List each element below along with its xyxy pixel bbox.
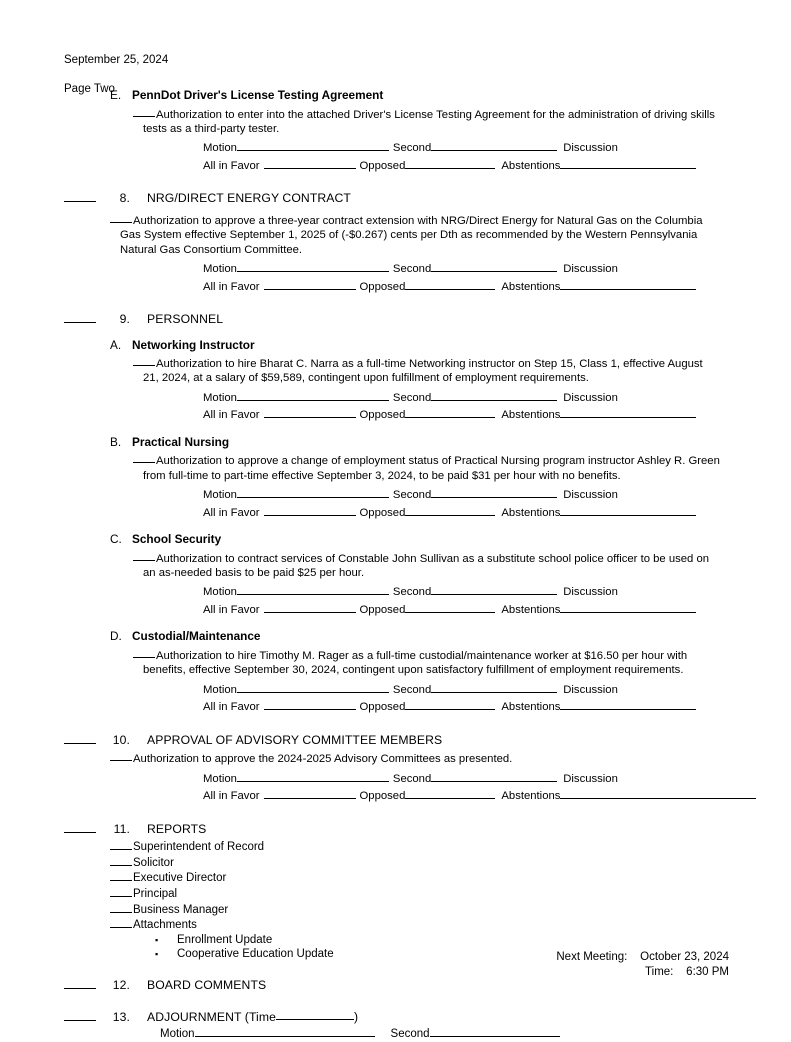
item-9b-auth-text: Authorization to approve a change of employment status of Practical Nursing program instructor Ashley R. Green from full-time to part-time effective September 3, 2024, to be paid $31 per hour with no benefits. (143, 455, 720, 482)
item-9a-auth-text: Authorization to hire Bharat C. Narra as a full-time Networking instructor on Step 15, Class 1, effective August 21, 2024, at a salary of $59,589, contingent upon fulfillment of employment requirements. (143, 358, 703, 385)
vote-row (203, 157, 791, 175)
motion-input[interactable] (195, 1025, 375, 1037)
vote-row (203, 601, 791, 619)
second-input[interactable] (430, 1025, 560, 1037)
agenda-item-10 (0, 732, 791, 805)
abstentions-label: Abstentions (501, 159, 561, 172)
document-footer (556, 950, 729, 980)
second-input[interactable] (431, 260, 557, 272)
item-10-heading (0, 732, 791, 748)
motion-row (203, 389, 791, 407)
all-in-favor-label: All in Favor (203, 506, 260, 519)
opposed-label: Opposed (359, 409, 406, 422)
item-9-checkbox-blank[interactable] (64, 311, 96, 323)
second-label: Second (392, 263, 432, 276)
second-input[interactable] (431, 486, 557, 498)
item-9d-authorization (133, 647, 721, 678)
second-input[interactable] (431, 139, 557, 151)
discussion-label: Discussion (563, 142, 618, 155)
abstentions-input[interactable] (560, 278, 696, 290)
item-e-auth-text: Authorization to enter into the attached Driver's License Testing Agreement for the administration of driving skills tests as a third-party tester. (143, 108, 715, 135)
item-9d-title: Custodial/Maintenance (132, 629, 261, 644)
item-12-number: 12. (112, 977, 130, 992)
list-item (155, 933, 791, 947)
abstentions-input[interactable] (560, 601, 696, 613)
second-input[interactable] (431, 681, 557, 693)
abstentions-input[interactable] (560, 504, 696, 516)
item-9a-signature-blank[interactable] (133, 355, 155, 366)
motion-row (203, 681, 791, 699)
item-9-heading (0, 311, 791, 327)
item-9c-heading (110, 532, 791, 547)
list-item[interactable] (110, 917, 791, 933)
discussion-label: Discussion (563, 683, 618, 696)
item-9a-heading (110, 338, 791, 353)
discussion-label: Discussion (563, 489, 618, 502)
all-in-favor-input[interactable] (264, 157, 356, 169)
opposed-input[interactable] (405, 406, 495, 418)
item-10-number: 10. (112, 732, 130, 747)
motion-row (203, 583, 791, 601)
vote-row (203, 787, 791, 805)
vote-row (203, 406, 791, 424)
opposed-label: Opposed (359, 506, 406, 519)
item-9d-signature-blank[interactable] (133, 647, 155, 658)
item-8-motion-block (203, 260, 791, 295)
opposed-label: Opposed (359, 159, 406, 172)
item-8-authorization (110, 212, 720, 257)
item-9-number: 9. (119, 312, 130, 327)
item-9-title: PERSONNEL (147, 312, 224, 327)
list-item[interactable] (110, 870, 791, 886)
report-label: Principal (133, 887, 178, 900)
abstentions-label: Abstentions (501, 506, 561, 519)
discussion-label: Discussion (563, 772, 618, 785)
opposed-label: Opposed (359, 701, 406, 714)
item-8-title: NRG/DIRECT ENERGY CONTRACT (147, 191, 351, 206)
second-label: Second (392, 489, 432, 502)
square-bullet-icon: ▪ (155, 948, 159, 959)
opposed-input[interactable] (405, 157, 495, 169)
abstentions-input[interactable] (560, 698, 696, 710)
abstentions-input[interactable] (560, 406, 696, 418)
item-9a-letter: A. (110, 337, 122, 352)
adjournment-time-input[interactable] (276, 1008, 354, 1020)
item-e-motion-block (203, 139, 791, 174)
agenda-item-9d (0, 629, 791, 715)
item-8-signature-blank[interactable] (110, 212, 132, 223)
vote-row (203, 504, 791, 522)
item-8-number: 8. (119, 191, 130, 206)
item-13-title-prefix: ADJOURNMENT (Time (147, 1010, 276, 1025)
agenda-item-9b (0, 435, 791, 521)
report-checkbox-blank[interactable] (110, 917, 132, 928)
all-in-favor-label: All in Favor (203, 409, 260, 422)
motion-row (203, 260, 791, 278)
item-9c-auth-text: Authorization to contract services of Constable John Sullivan as a substitute school police officer to be used on an as-needed basis to be paid $25 per hour. (143, 552, 710, 580)
report-label: Executive Director (133, 872, 227, 885)
all-in-favor-input[interactable] (264, 787, 356, 799)
item-9d-motion-block (203, 681, 791, 716)
report-checkbox-blank[interactable] (110, 902, 132, 913)
list-item[interactable] (110, 886, 791, 902)
item-8-auth-text: Authorization to approve a three-year contract extension with NRG/Direct Energy for Natural Gas on the Columbia Gas System effective September 1, 2025 of (-$0.267) cents per Dth as recommended by the Western Pennsylvania Natural Gas Consortium Committee. (120, 214, 703, 256)
item-9b-signature-blank[interactable] (133, 452, 155, 463)
item-10-checkbox-blank[interactable] (64, 732, 96, 744)
discussion-label: Discussion (563, 586, 618, 599)
attachment-label: Cooperative Education Update (177, 947, 334, 960)
item-9b-motion-block (203, 486, 791, 521)
report-label: Attachments (133, 919, 197, 932)
motion-label: Motion (203, 142, 237, 155)
agenda-item-9 (0, 311, 791, 716)
opposed-label: Opposed (359, 603, 406, 616)
item-9d-heading (110, 629, 791, 644)
report-label: Superintendent of Record (133, 841, 265, 854)
item-8-checkbox-blank[interactable] (64, 190, 96, 202)
item-e-title: PennDot Driver's License Testing Agreement (132, 88, 384, 102)
item-8-heading (0, 190, 791, 206)
report-checkbox-blank[interactable] (110, 886, 132, 897)
motion-input[interactable] (237, 583, 389, 595)
second-label: Second (392, 683, 432, 696)
opposed-input[interactable] (405, 278, 495, 290)
motion-label: Motion (203, 772, 237, 785)
item-9b-heading (110, 435, 791, 450)
all-in-favor-label: All in Favor (203, 603, 260, 616)
opposed-input[interactable] (405, 504, 495, 516)
all-in-favor-label: All in Favor (203, 701, 260, 714)
opposed-label: Opposed (359, 790, 406, 803)
abstentions-label: Abstentions (501, 701, 561, 714)
item-9b-letter: B. (110, 434, 122, 449)
motion-input[interactable] (237, 139, 389, 151)
all-in-favor-label: All in Favor (203, 790, 260, 803)
abstentions-input[interactable] (560, 787, 756, 799)
item-e-authorization (133, 106, 721, 137)
second-input[interactable] (431, 770, 557, 782)
next-meeting-label: Next Meeting: (556, 951, 628, 963)
motion-input[interactable] (237, 260, 389, 272)
opposed-label: Opposed (359, 280, 406, 293)
item-e-letter: E. (110, 88, 122, 102)
motion-input[interactable] (237, 681, 389, 693)
item-13-heading (0, 1008, 791, 1025)
header-page-number: Page Two (64, 82, 115, 95)
motion-label: Motion (160, 1027, 195, 1040)
motion-label: Motion (203, 586, 237, 599)
header-date: September 25, 2024 (64, 53, 169, 66)
report-checkbox-blank[interactable] (110, 855, 132, 866)
report-checkbox-blank[interactable] (110, 870, 132, 881)
second-input[interactable] (431, 583, 557, 595)
agenda-item-9a (0, 338, 791, 424)
item-9c-title: School Security (132, 532, 222, 547)
all-in-favor-input[interactable] (264, 406, 356, 418)
discussion-label: Discussion (563, 391, 618, 404)
motion-input[interactable] (237, 770, 389, 782)
item-e-heading (110, 88, 791, 103)
report-checkbox-blank[interactable] (110, 839, 132, 850)
next-meeting-row (556, 950, 729, 965)
agenda-item-e (0, 88, 791, 174)
opposed-input[interactable] (405, 787, 495, 799)
next-meeting-value: October 23, 2024 (640, 951, 729, 963)
meeting-time-label: Time: (645, 966, 674, 978)
item-9c-authorization (133, 550, 721, 581)
meeting-time-row (556, 965, 729, 980)
attachment-label: Enrollment Update (177, 933, 273, 946)
item-13-title (147, 1008, 791, 1025)
discussion-label: Discussion (563, 263, 618, 276)
item-13-checkbox-blank[interactable] (64, 1009, 96, 1021)
motion-input[interactable] (237, 486, 389, 498)
agenda-item-9c (0, 532, 791, 618)
item-9c-motion-block (203, 583, 791, 618)
item-11-title: REPORTS (147, 821, 207, 836)
abstentions-label: Abstentions (501, 790, 561, 803)
all-in-favor-input[interactable] (264, 601, 356, 613)
all-in-favor-label: All in Favor (203, 159, 260, 172)
all-in-favor-label: All in Favor (203, 280, 260, 293)
opposed-input[interactable] (405, 698, 495, 710)
motion-label: Motion (203, 391, 237, 404)
list-item[interactable] (110, 839, 791, 855)
item-9b-authorization (133, 452, 721, 483)
opposed-input[interactable] (405, 601, 495, 613)
item-10-auth-text: Authorization to approve the 2024-2025 Advisory Committees as presented. (133, 753, 513, 766)
vote-row (203, 278, 791, 296)
agenda-body (0, 88, 791, 1042)
item-13-number: 13. (112, 1010, 130, 1025)
all-in-favor-input[interactable] (264, 698, 356, 710)
second-label: Second (390, 1027, 430, 1040)
item-10-authorization (110, 750, 720, 766)
item-9b-title: Practical Nursing (132, 434, 230, 449)
item-9a-title: Networking Instructor (132, 337, 255, 352)
item-9a-motion-block (203, 389, 791, 424)
item-9d-auth-text: Authorization to hire Timothy M. Rager as a full-time custodial/maintenance worker at $16.50 per hour with benefits, effective September 30, 2024, contingent upon satisfactory fulfillment of employment requirements. (143, 649, 688, 677)
item-9c-signature-blank[interactable] (133, 550, 155, 561)
second-label: Second (392, 142, 432, 155)
item-10-title: APPROVAL OF ADVISORY COMMITTEE MEMBERS (147, 732, 443, 747)
all-in-favor-input[interactable] (264, 278, 356, 290)
second-label: Second (392, 391, 432, 404)
motion-row (203, 139, 791, 157)
item-11-heading (0, 821, 791, 837)
reports-list (110, 839, 791, 961)
item-10-signature-blank[interactable] (110, 750, 132, 761)
report-label: Business Manager (133, 903, 229, 916)
agenda-item-13 (0, 1008, 791, 1042)
item-9c-letter: C. (110, 532, 122, 547)
vote-row (203, 698, 791, 716)
motion-label: Motion (203, 489, 237, 502)
motion-label: Motion (203, 263, 237, 276)
abstentions-label: Abstentions (501, 409, 561, 422)
motion-input[interactable] (237, 389, 389, 401)
motion-row (203, 486, 791, 504)
abstentions-label: Abstentions (501, 603, 561, 616)
all-in-favor-input[interactable] (264, 504, 356, 516)
meeting-time-value: 6:30 PM (686, 966, 729, 978)
second-input[interactable] (431, 389, 557, 401)
agenda-item-11 (0, 821, 791, 961)
second-label: Second (392, 586, 432, 599)
item-9a-authorization (133, 355, 721, 386)
item-13-title-suffix: ) (354, 1010, 359, 1025)
square-bullet-icon: ▪ (155, 934, 159, 945)
item-11-checkbox-blank[interactable] (64, 821, 96, 833)
abstentions-input[interactable] (560, 157, 696, 169)
motion-label: Motion (203, 683, 237, 696)
agenda-item-8 (0, 190, 791, 295)
abstentions-label: Abstentions (501, 280, 561, 293)
item-12-title: BOARD COMMENTS (147, 977, 267, 992)
item-e-signature-blank[interactable] (133, 106, 155, 117)
second-label: Second (392, 772, 432, 785)
item-11-number: 11. (113, 821, 130, 836)
item-13-motion-block (160, 1025, 791, 1042)
item-10-motion-block (203, 770, 791, 805)
report-label: Solicitor (133, 856, 174, 869)
motion-row (160, 1025, 791, 1042)
item-9d-letter: D. (110, 629, 122, 644)
list-item[interactable] (110, 855, 791, 871)
item-12-checkbox-blank[interactable] (64, 977, 96, 989)
list-item[interactable] (110, 902, 791, 918)
motion-row (203, 770, 791, 788)
